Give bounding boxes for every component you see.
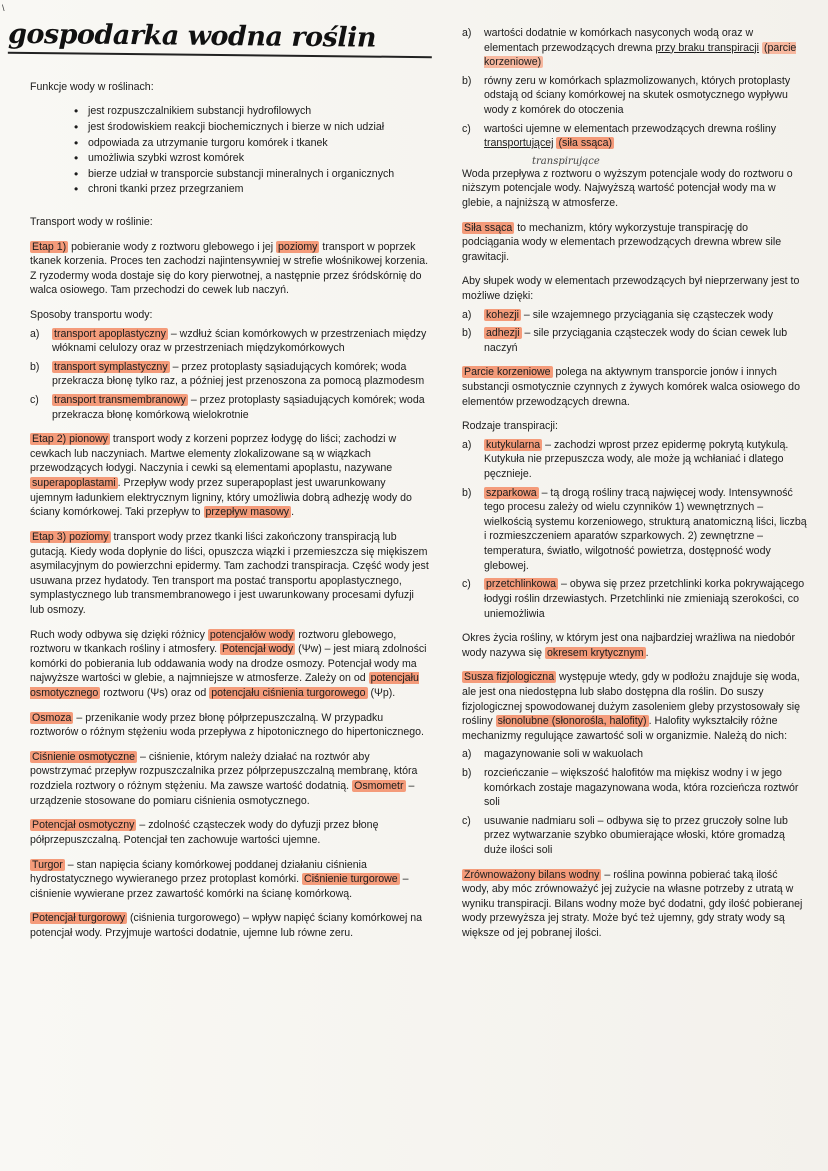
text: .: [645, 646, 649, 659]
highlight: kutykularna: [486, 438, 541, 451]
list-item: [30, 360, 430, 389]
etap1-label: Etap 1): [32, 240, 67, 253]
transp-list: [462, 438, 807, 621]
marker: a): [30, 327, 40, 340]
list-item: • umożliwia szybki wzrost komórek: [74, 151, 430, 166]
transp-heading: Rodzaje transpiracji:: [462, 420, 558, 433]
text: – sile przyciągania cząsteczek wody do ścian cewek lub naczyń: [484, 327, 788, 354]
marker: c): [30, 394, 39, 407]
right-column: [462, 22, 807, 951]
etap2-label: Etap 2) pionowy: [32, 433, 108, 446]
highlight: Parcie korzeniowe: [464, 366, 551, 379]
text: transport w poprzek tkanek korzenia. Proces ten zachodzi najintensywniej w strefie włośnikowej korzenia. Z ryzodermy woda dostaje się do kory pierwotnej, a następnie przez śródskórnię do walca osiowego. Tam przechodzi do cewek lub naczyń.: [30, 240, 429, 297]
etap2-paragraph: [30, 432, 430, 520]
potential-values-list: [462, 26, 807, 151]
ways-list: [30, 327, 430, 423]
list-item: [462, 122, 807, 151]
list-item: • bierze udział w transporcie substancji mineralnych i organicznych: [74, 167, 430, 182]
text: to mechanizm, który wykorzystuje transpirację do podciągania wody w elementach przewodzących drewna wbrew sile grawitacji.: [462, 221, 782, 263]
highlight: potencjału osmotycznego: [30, 672, 419, 700]
text: (Ψp).: [367, 687, 396, 700]
text: .: [291, 506, 295, 519]
text: roztworu glebowego, roztworu w tkankach rośliny i atmosfery.: [30, 628, 397, 656]
highlight: transport apoplastyczny: [54, 327, 166, 340]
text: – przez protoplasty sąsiadujących komórek; woda przekracza błonę tylko raz, a później jest przenoszona za pomocą plazmodesm: [52, 360, 425, 388]
osmoza-paragraph: [30, 711, 430, 740]
underlined-text: przy braku transpiracji: [655, 41, 759, 54]
text: rozcieńczanie – większość halofitów ma miękisz wodny i w jego komórkach zostaje magazynowana woda, która rozcieńcza roztwór soli: [484, 767, 799, 809]
list-item: [462, 577, 807, 621]
text: (Ψw) – jest miarą zdolności komórki do pobierania lub oddawania wody na drodze osmozy. Potencjał wody ma najwyższe wartości w glebie, a najmniejsze w atmosferze. Zależy on od: [30, 643, 427, 685]
marker: a): [462, 438, 472, 451]
highlight: Ciśnienie turgorowe: [304, 873, 398, 886]
text: Ruch wody odbywa się dzięki różnicy: [30, 628, 208, 641]
highlight: Potencjał turgorowy: [32, 912, 126, 925]
marker: b): [462, 486, 472, 499]
list-item: [462, 438, 807, 482]
list-item: [462, 747, 807, 762]
slupek-paragraph: Aby słupek wody w elementach przewodzących był nieprzerwany jest to możliwe dzięki:: [462, 275, 800, 302]
list-item: [462, 74, 807, 118]
ways-heading: Sposoby transportu wody:: [30, 309, 153, 321]
handwritten-note: transpirujące: [532, 155, 600, 167]
text: magazynowanie soli w wakuolach: [484, 748, 643, 761]
list-item: • odpowiada za utrzymanie turgoru komórek i tkanek: [74, 136, 430, 151]
text: polega na aktywnym transporcie jonów i innych substancji osmotycznie czynnych z żywych komórek walca osiowego do elementów przewodzących drewna.: [462, 366, 800, 408]
highlight: adhezji: [486, 327, 520, 340]
cisnienie-paragraph: [30, 750, 430, 808]
list-item: [462, 326, 807, 355]
list-item: [462, 766, 807, 810]
marker: b): [30, 360, 40, 373]
text: wartości ujemne w elementach przewodzących drewna rośliny: [484, 122, 777, 135]
highlight: kohezji: [486, 308, 519, 321]
highlight: Potencjał osmotyczny: [32, 819, 135, 832]
text: równy zeru w komórkach splazmolizowanych, których protoplasty odstają od ściany komórkowej na skutek osmotycznego wypływu wody z komórek do otoczenia: [484, 74, 791, 117]
marker: c): [462, 122, 471, 135]
corner-mark: \: [2, 3, 5, 13]
forces-list: [462, 308, 807, 356]
text: występuje wtedy, gdy w podłożu znajduje się woda, ale jest ona niedostępna lub słabo dostępna dla roślin. Do suszy fizjologicznej spowodowanej dużym zasoleniem gleby przystosowały się rośliny: [462, 671, 800, 728]
turgor-paragraph: [30, 858, 430, 902]
etap1-paragraph: [30, 240, 430, 298]
etap3-label: Etap 3) poziomy: [32, 530, 109, 543]
list-item: [462, 26, 807, 70]
okres-paragraph: [462, 631, 807, 660]
sila-paragraph: [462, 221, 807, 265]
marker: c): [462, 578, 471, 591]
text: – przez protoplasty sąsiadujących komórek; woda przekracza błonę komórkową wielokrotnie: [52, 394, 425, 421]
list-item: [462, 308, 807, 323]
highlight: Siła ssąca: [464, 221, 513, 234]
text: roztworu (Ψs) oraz od: [100, 687, 210, 700]
text: transport wody przez tkanki liści zakończony transpiracją lub gutacją. Kiedy woda dopłynie do liści, opuszcza wiązki i przemieszcza się miękiszem asymilacyjnym do powierzchni epidermy. Tam zachodzi transpiracja. Część wody jest usuwana przez hydatody. Ten transport ma postać transportu apoplastycznego, symplastycznego lub transmembranowego i jest uwarunkowany procesami dyfuzji lub osmozy.: [30, 530, 429, 616]
transport-heading: Transport wody w roślinie:: [30, 215, 153, 228]
text: – zdolność cząsteczek wody do dyfuzji przez błonę półprzepuszczalną. Potencjał ten zachowuje wartości ujemne.: [30, 819, 379, 846]
highlight: transport symplastyczny: [54, 360, 168, 373]
text: – obywa się przez przetchlinki korka pokrywającego łodygi roślin drzewiastych. Przetchlinki nie zmieniają szerokości, co uniemożliwia: [484, 578, 805, 620]
list-item: • chroni tkanki przez przegrzaniem: [74, 182, 430, 197]
potosm-paragraph: [30, 818, 430, 847]
marker: b): [462, 74, 472, 87]
list-item: [462, 814, 807, 858]
list-item: [462, 486, 807, 574]
text: – tą drogą rośliny tracą najwięcej wody. Intensywność tego procesu zależy od wielu czynników 1) wewnętrznych – wielkością systemu korzeniowego, strukturą anatomiczną liści, liczbą i rozmieszczeniem aparatów szparkowych. 2) zewnętrzne – temperatura, światło, wilgotność powietrza, dostępność wody glebowej.: [484, 486, 807, 572]
marker: a): [462, 308, 472, 321]
text: (ciśnienia turgorowego) – wpływ napięć ściany komórkowej na potencjał wody. Przyjmuje wartości dodatnie, ujemne lub równe zeru.: [30, 912, 423, 939]
text: – przenikanie wody przez błonę półprzepuszczalną. W przypadku roztworów o różnym stężeniu woda przepływa z hipotonicznego do hipertonicznego.: [30, 711, 424, 739]
highlight: szparkowa: [486, 486, 537, 499]
marker: a): [462, 748, 472, 761]
parcie-paragraph: [462, 365, 807, 409]
etap3-paragraph: [30, 530, 430, 618]
text: – zachodzi wprost przez epidermę pokrytą kutykulą. Kutykuła nie przepuszcza wody, ale może ją wchłaniać i dlatego pęcznieje.: [484, 438, 789, 481]
highlight: superapoplastami: [32, 477, 116, 490]
highlight: Zrównoważony bilans wodny: [464, 868, 600, 881]
highlight: transport transmembranowy: [54, 394, 186, 407]
text: – sile wzajemnego przyciągania się cząsteczek wody: [520, 308, 773, 321]
text: . Halofity wykształciły różne mechanizmy regulujące zawartość soli w organizmie. Należą do nich:: [462, 715, 788, 742]
text: – ciśnienie, którym należy działać na roztwór aby powstrzymać przepływ rozpuszczalnika przez półprzepuszczalną membranę, która rozdziela roztwory o różnym stężeniu. Ma zawsze wartość dodatnią.: [30, 750, 418, 793]
text: pobieranie wody z roztworu glebowego i jej: [68, 240, 277, 253]
flow-paragraph: Woda przepływa z roztworu o wyższym potencjale wody do roztworu o niższym potencjale wody. Najwyższą wartość potencjał wody ma w glebie, a najniższą w atmosferze.: [462, 167, 793, 209]
list-item: [30, 327, 430, 356]
highlight: poziomy: [278, 240, 318, 253]
highlight: potencjału ciśnienia turgorowego: [211, 687, 366, 700]
text: Okres życia rośliny, w którym jest ona najbardziej wrażliwa na niedobór wody nazywa się: [462, 632, 796, 659]
highlight: Osmoza: [32, 711, 72, 724]
highlight: Osmometr: [354, 780, 404, 793]
text: – urządzenie stosowane do pomiaru ciśnienia osmotycznego.: [30, 780, 415, 807]
page-title: gospodarka wodna roślin: [8, 20, 432, 58]
marker: c): [462, 814, 471, 827]
text: usuwanie nadmiaru soli – odbywa się to przez gruczoły solne lub przez wytwarzanie szybko obumierające włoski, które gromadzą duże ilości soli: [484, 814, 788, 857]
highlight: przetchlinkowa: [486, 578, 557, 591]
bilans-paragraph: [462, 868, 807, 941]
highlight: Susza fizjologiczna: [464, 671, 555, 684]
marker: b): [462, 767, 472, 779]
list-item: • jest rozpuszczalnikiem substancji hydrofilowych: [74, 104, 430, 119]
underlined-text: transportującej: [484, 137, 554, 150]
functions-heading: Funkcje wody w roślinach:: [30, 80, 154, 93]
susza-paragraph: [462, 670, 807, 743]
text: transport wody z korzeni poprzez łodygę do liści; zachodzi w cewkach lub naczyniach. Martwe elementy zlokalizowane są w wiązkach przewodzących łodygi. Naczynia i cewki są elementami apoplastu, nazywane: [30, 433, 397, 475]
highlight: Turgor: [32, 858, 63, 871]
text: wartości dodatnie w komórkach nasyconych wodą oraz w elementach przewodzących drewna: [484, 27, 754, 54]
left-column: [7, 18, 430, 951]
halo-list: [462, 747, 807, 857]
marker: a): [462, 27, 472, 39]
text: – stan napięcia ściany komórkowej poddanej działaniu ciśnienia hydrostatycznego wywieranego przez protoplast komórki.: [30, 858, 367, 886]
functions-list: [74, 104, 430, 197]
highlight: Ciśnienie osmotyczne: [32, 750, 136, 763]
pottur-paragraph: [30, 911, 430, 940]
text: – ciśnienie wywierane przez zawartość komórki na ścianę komórkową.: [30, 873, 409, 900]
highlight: (parcie korzeniowe): [484, 41, 797, 69]
highlight: potencjałów wody: [209, 628, 294, 641]
highlight: Potencjał wody: [221, 643, 294, 656]
text: – wzdłuż ścian komórkowych w przestrzeniach między włóknami celulozy oraz w przestrzeniach międzykomórkowych: [52, 327, 427, 355]
list-item: • jest środowiskiem reakcji biochemicznych i bierze w nich udział: [74, 120, 430, 135]
text: – roślina powinna pobierać taką ilość wody, aby móc zrównoważyć jej zużycie na własne potrzeby z utratą w wyniku transpiracji. Bilans wodny może być dodatni, gdy ilość pobieranej wody przewyższa jej straty. Może być też ujemny, gdy straty wody są większe od jej pobranej ilości.: [462, 868, 803, 940]
highlight: przepływ masowy: [205, 506, 290, 519]
highlight: (siła ssąca): [558, 137, 613, 150]
highlight: słonolubne (słonorośla, halofity): [497, 715, 647, 728]
highlight: okresem krytycznym: [547, 646, 644, 659]
marker: b): [462, 327, 472, 340]
potential-paragraph: [30, 628, 430, 701]
text: . Przepływ wody przez superapoplast jest uwarunkowany ujemnym ładunkiem elektrycznym ligniny, który umożliwia dobrą adhezję wody do ściany komórkowej. Taki przepływ to: [30, 477, 412, 519]
functions-section: [30, 80, 430, 197]
list-item: [30, 393, 430, 422]
